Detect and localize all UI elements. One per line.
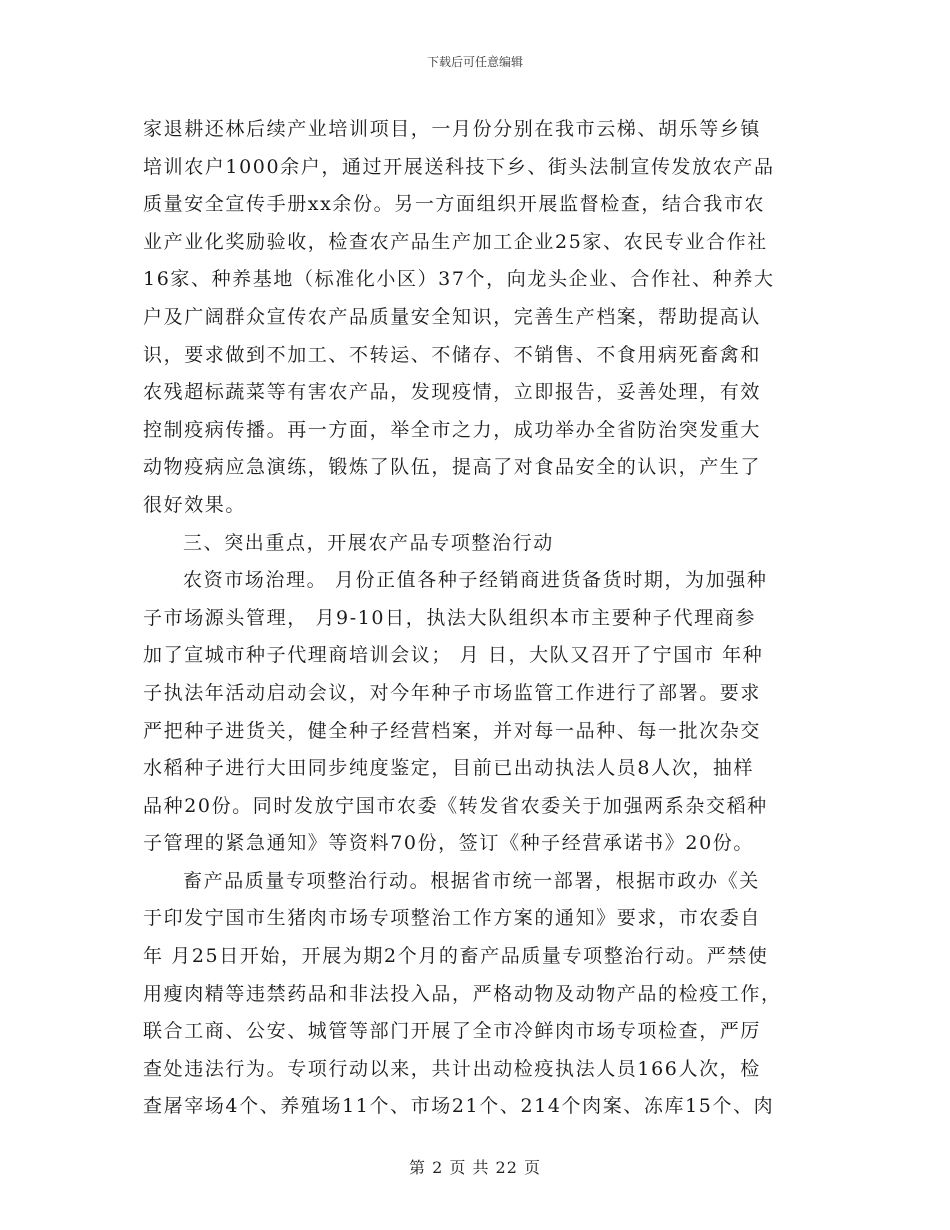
text-line: 联合工商、公安、城管等部门开展了全市冷鲜肉市场专项检查，严厉 xyxy=(143,1020,762,1043)
document-body xyxy=(143,111,811,1126)
page-header: 下载后可任意编辑 xyxy=(426,55,523,69)
text-line: 于印发宁国市生猪肉市场专项整治工作方案的通知》要求，市农委自 xyxy=(143,907,762,930)
text-line: 查屠宰场4个、养殖场11个、市场21个、214个肉案、冻库15个、肉 xyxy=(143,1095,775,1118)
page-number: 第 2 页 共 22 页 xyxy=(409,1158,541,1177)
text-line: 动物疫病应急演练，锻炼了队伍，提高了对食品安全的认识，产生了 xyxy=(143,456,762,479)
section-heading: 三、突出重点，开展农产品专项整治行动 xyxy=(183,531,554,554)
text-line: 查处违法行为。专项行动以来，共计出动检疫执法人员166人次，检 xyxy=(143,1057,761,1080)
text-line: 子管理的紧急通知》等资料70份，签订《种子经营承诺书》20份。 xyxy=(143,832,754,855)
paragraph-start-line: 畜产品质量专项整治行动。根据省市统一部署，根据市政办《关 xyxy=(183,869,760,892)
text-line: 用瘦肉精等违禁药品和非法投入品，严格动物及动物产品的检疫工作， xyxy=(143,982,782,1005)
text-line: 加了宣城市种子代理商培训会议； 月 日，大队又召开了宁国市 年种 xyxy=(143,644,764,667)
text-line: 质量安全宣传手册xx余份。另一方面组织开展监督检查，结合我市农 xyxy=(143,193,766,216)
text-line: 16家、种养基地（标准化小区）37个，向龙头企业、合作社、种养大 xyxy=(143,268,775,291)
text-line: 年 月25日开始，开展为期2个月的畜产品质量专项整治行动。严禁使 xyxy=(143,945,769,968)
text-line: 培训农户1000余户，通过开展送科技下乡、街头法制宣传发放农产品 xyxy=(143,155,775,178)
text-line: 很好效果。 xyxy=(143,493,247,516)
text-line: 户及广阔群众宣传农产品质量安全知识，完善生产档案，帮助提高认 xyxy=(143,305,762,328)
text-line: 控制疫病传播。再一方面，举全市之力，成功举办全省防治突发重大 xyxy=(143,418,762,441)
text-line: 子执法年活动启动会议，对今年种子市场监管工作进行了部署。要求 xyxy=(143,681,762,704)
text-line: 识，要求做到不加工、不转运、不储存、不销售、不食用病死畜禽和 xyxy=(143,343,762,366)
text-line: 业产业化奖励验收，检查农产品生产加工企业25家、农民专业合作社 xyxy=(143,230,768,253)
text-line: 家退耕还林后续产业培训项目，一月份分别在我市云梯、胡乐等乡镇 xyxy=(143,118,762,140)
paragraph-start-line: 农资市场治理。 月份正值各种子经销商进货备货时期，为加强种 xyxy=(183,569,768,592)
text-line: 品种20份。同时发放宁国市农委《转发省农委关于加强两系杂交稻种 xyxy=(143,794,768,817)
text-line: 农残超标蔬菜等有害农产品，发现疫情，立即报告，妥善处理，有效 xyxy=(143,381,762,404)
text-line: 严把种子进货关，健全种子经营档案，并对每一品种、每一批次杂交 xyxy=(143,719,762,742)
text-line: 子市场源头管理， 月9-10日，执法大队组织本市主要种子代理商参 xyxy=(143,606,756,629)
text-line: 水稻种子进行大田同步纯度鉴定，目前已出动执法人员8人次，抽样 xyxy=(143,757,755,780)
